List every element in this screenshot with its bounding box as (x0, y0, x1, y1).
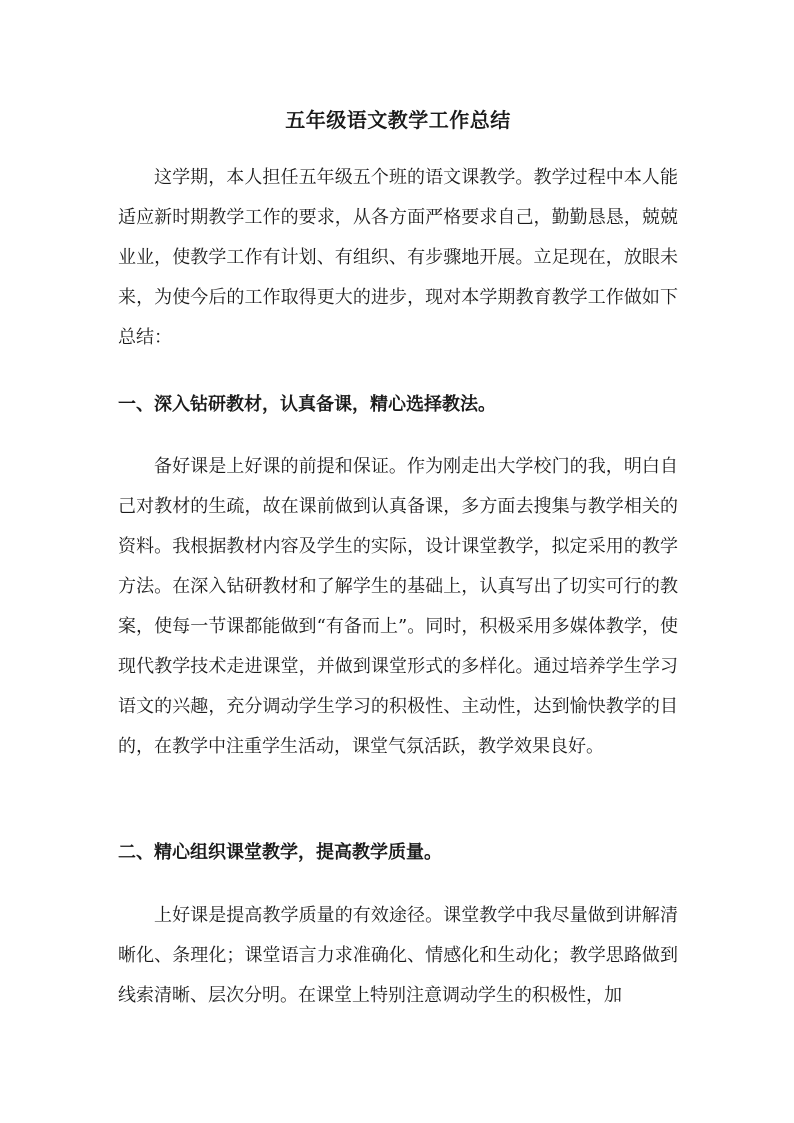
section-body-1: 备好课是上好课的前提和保证。作为刚走出大学校门的我，明白自己对教材的生疏，故在课前做到认真备课，多方面去搜集与教学相关的资料。我根据教材内容及学生的实际，设计课堂教学，拟定采用的教学方法。在深入钻研教材和了解学生的基础上，认真写出了切实可行的教案，使每一节课都能做到“有备而上”。同时，积极采用多媒体教学，使现代教学技术走进课堂，并做到课堂形式的多样化。通过培养学生学习语文的兴趣，充分调动学生学习的积极性、主动性，达到愉快教学的目的，在教学中注重学生活动，课堂气氛活跃，教学效果良好。 (118, 456, 678, 757)
section-heading-2: 二、精心组织课堂教学，提高教学质量。 (118, 842, 442, 863)
section-body-2: 上好课是提高教学质量的有效途径。课堂教学中我尽量做到讲解清晰化、条理化；课堂语言力求准确化、情感化和生动化；教学思路做到线索清晰、层次分明。在课堂上特别注意调动学生的积极性，加 (118, 905, 678, 1006)
document-page (118, 0, 678, 1123)
document-title: 五年级语文教学工作总结 (285, 108, 511, 132)
intro-paragraph: 这学期，本人担任五年级五个班的语文课教学。教学过程中本人能适应新时期教学工作的要求，从各方面严格要求自己，勤勤恳恳，兢兢业业，使教学工作有计划、有组织、有步骤地开展。立足现在，放眼未来，为使今后的工作取得更大的进步，现对本学期教育教学工作做如下总结： (118, 167, 678, 348)
section-heading-1: 一、深入钻研教材，认真备课，精心选择教法。 (118, 394, 496, 415)
